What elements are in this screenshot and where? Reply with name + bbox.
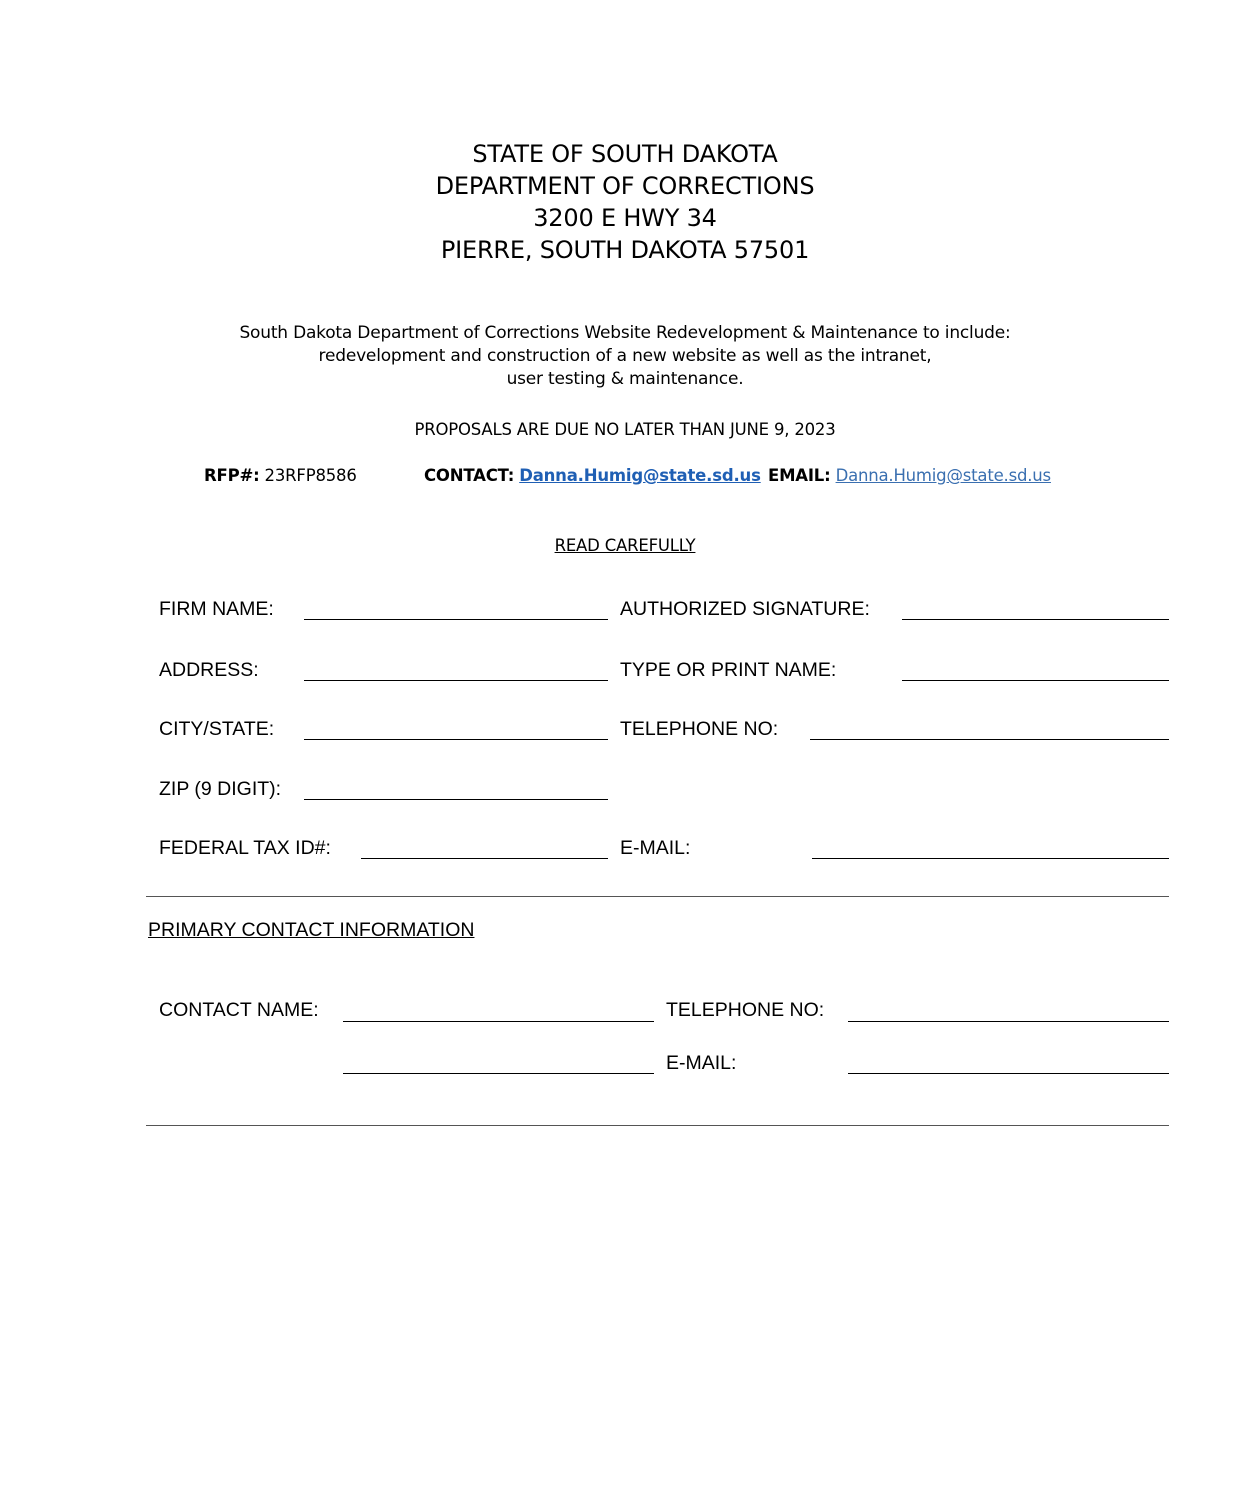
email-info — [768, 466, 1051, 485]
authorized-signature-label: AUTHORIZED SIGNATURE: — [620, 598, 870, 620]
due-notice: PROPOSALS ARE DUE NO LATER THAN JUNE 9, 2023 — [414, 420, 836, 439]
contact-email-field[interactable] — [848, 1073, 1169, 1074]
header-street: 3200 E HWY 34 — [533, 204, 717, 232]
description-line-1: South Dakota Department of Corrections Website Redevelopment & Maintenance to include: — [239, 323, 1011, 343]
contact-telephone-field[interactable] — [848, 1021, 1169, 1022]
rfp-number — [204, 466, 357, 485]
city-state-label: CITY/STATE: — [159, 718, 275, 740]
read-carefully-heading: READ CAREFULLY — [554, 536, 696, 555]
agency-header — [0, 138, 1250, 266]
contact-name-field[interactable] — [343, 1021, 654, 1022]
contact-info — [424, 466, 761, 485]
contact-email-link[interactable]: Danna.Humig@state.sd.us — [519, 466, 761, 485]
primary-contact-heading: PRIMARY CONTACT INFORMATION — [148, 919, 475, 941]
section-divider — [146, 896, 1169, 897]
header-department: DEPARTMENT OF CORRECTIONS — [435, 172, 815, 200]
description-line-2: redevelopment and construction of a new website as well as the intranet, — [318, 346, 932, 366]
rfp-label: RFP#: — [204, 466, 260, 485]
address-label: ADDRESS: — [159, 659, 259, 681]
contact-telephone-label: TELEPHONE NO: — [666, 999, 825, 1021]
contact-email-label: E-MAIL: — [666, 1052, 737, 1074]
firm-name-label: FIRM NAME: — [159, 598, 274, 620]
city-state-field[interactable] — [304, 739, 608, 740]
type-or-print-name-field[interactable] — [902, 680, 1169, 681]
contact-name-label: CONTACT NAME: — [159, 999, 319, 1021]
zip-label: ZIP (9 DIGIT): — [159, 778, 282, 800]
authorized-signature-field[interactable] — [902, 619, 1169, 620]
email-link[interactable]: Danna.Humig@state.sd.us — [835, 466, 1051, 485]
contact-name-field-2[interactable] — [343, 1073, 654, 1074]
telephone-field[interactable] — [810, 739, 1169, 740]
address-field[interactable] — [304, 680, 608, 681]
federal-tax-id-field[interactable] — [361, 858, 608, 859]
header-city: PIERRE, SOUTH DAKOTA 57501 — [440, 236, 810, 264]
federal-tax-id-label: FEDERAL TAX ID#: — [159, 837, 331, 859]
email-label: EMAIL: — [768, 466, 831, 485]
contact-label: CONTACT: — [424, 466, 515, 485]
firm-name-field[interactable] — [304, 619, 608, 620]
zip-field[interactable] — [304, 799, 608, 800]
description-line-3: user testing & maintenance. — [506, 369, 744, 389]
email-field-label: E-MAIL: — [620, 837, 691, 859]
header-state: STATE OF SOUTH DAKOTA — [472, 140, 778, 168]
email-field[interactable] — [812, 858, 1169, 859]
telephone-label: TELEPHONE NO: — [620, 718, 779, 740]
rfp-description — [0, 322, 1250, 391]
bottom-divider — [146, 1125, 1169, 1126]
type-or-print-name-label: TYPE OR PRINT NAME: — [620, 659, 837, 681]
rfp-value: 23RFP8586 — [264, 466, 357, 485]
